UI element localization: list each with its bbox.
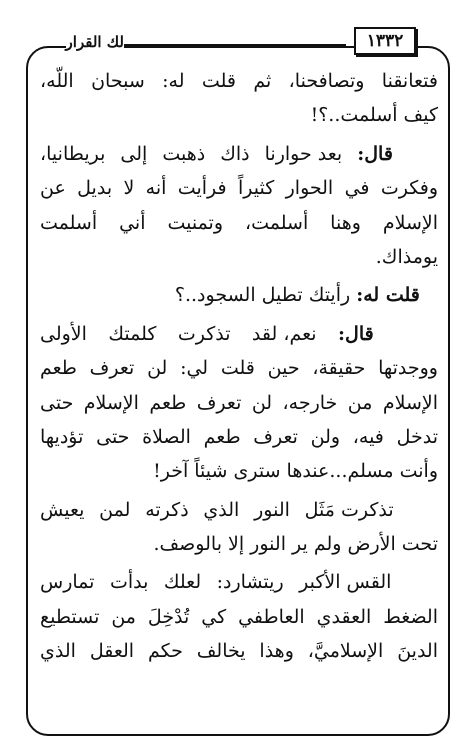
page-number: ١٣٣٢: [354, 27, 416, 55]
text-line: تحت الأرض ولم ير النور إلا بالوصف.: [153, 533, 438, 556]
text-line: كيف أسلمت..؟!: [310, 104, 438, 127]
text-line: ‏ قال: بعد حوارنا ذاك ذهبت إلى بريطانيا،: [40, 142, 438, 165]
speaker-label: قال:: [357, 142, 393, 165]
speaker-label: قال:: [338, 322, 374, 345]
page-header: [0, 18, 473, 58]
text-line: [40, 317, 438, 351]
text-run: بعد حوارنا ذاك ذهبت إلى بريطانيا،: [40, 142, 343, 165]
text-run: تذكرت مَثَل النور الذي ذكرته لمن يعيش: [40, 498, 394, 521]
text-line: الإسلام من خارجه، لن تعرف طعم الإسلام حتى: [40, 391, 438, 414]
text-line: الضغط العقدي العاطفي كي تُدْخِلَ من تستطيع: [40, 605, 438, 628]
text-line: وفكرت في الحوار كثيراً فرأيت أنه لا بديل عن: [40, 177, 438, 200]
speaker-label: قلت له:: [356, 284, 420, 307]
text-run: رأيتك تطيل السجود..؟: [174, 284, 351, 307]
text-line: يومذاك.: [375, 245, 438, 268]
running-title: لك القرار: [65, 33, 124, 51]
text-line: وأنت مسلم...عندها سترى شيئاً آخر!: [153, 460, 438, 483]
text-line: ووجدتها حقيقة، حين قلت لي: لن تعرف طعم: [40, 357, 438, 380]
text-line: تدخل فيه، ولن تعرف طعم الصلاة حتى تؤديها: [40, 425, 438, 448]
text-line: فتعانقنا وتصافحنا، ثم قلت له: سبحان اللّه،: [40, 70, 438, 92]
text-run: نعم، لقد تذكرت كلمتك الأولى: [40, 322, 317, 345]
text-line: [40, 493, 438, 527]
text-line: [40, 278, 438, 312]
text-line: الإسلام وهنا أسلمت، وتمنيت أني أسلمت: [40, 211, 438, 234]
page-body: [40, 64, 438, 669]
text-line: الدينَ الإسلاميَّ، وهذا يخالف حكم العقل الذي: [40, 640, 438, 663]
header-rule: [124, 44, 346, 46]
text-run: القس الأكبر ريتشارد: لعلك بدأت تمارس: [40, 571, 392, 594]
text-line: [40, 565, 438, 599]
